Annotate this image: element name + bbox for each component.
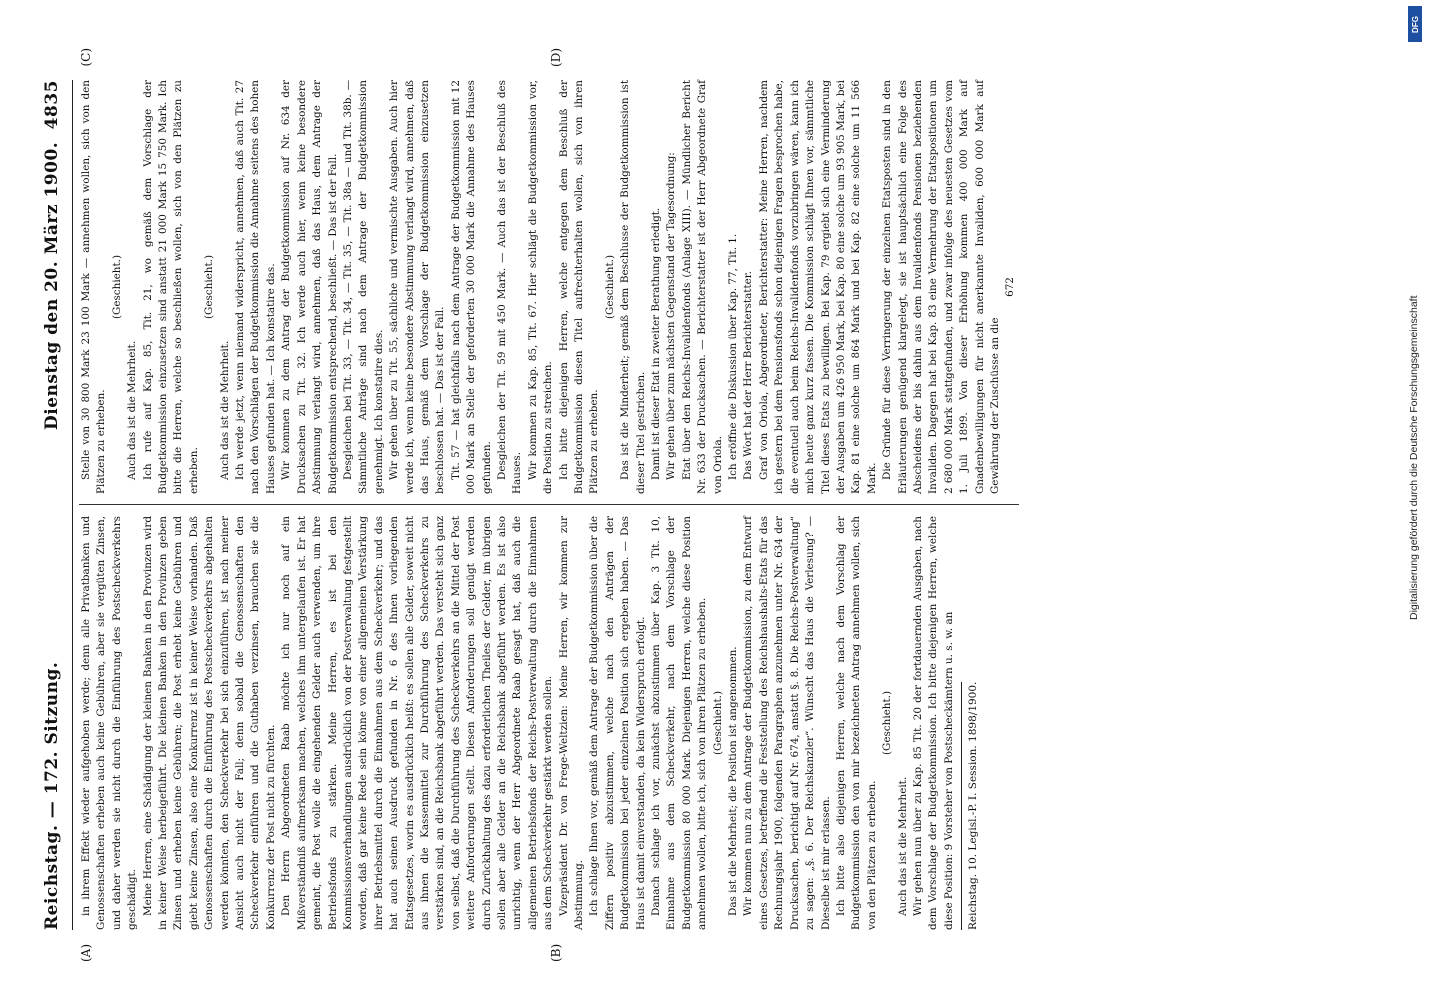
- right-column: [79, 80, 1019, 494]
- paragraph: Damit ist dieser Etat in zweiter Berathung erledigt.: [650, 207, 663, 480]
- paragraph: (Geschieht.): [881, 690, 894, 756]
- paragraph: (Geschieht.): [603, 254, 616, 320]
- paragraph: Meine Herren, eine Schädigung der kleinen Banken in den Provinzen wird in keiner Weise herbeigeführt. Die kleinen Banken in den Provinzen geben Zinsen und erheben keine Gebühren; die Post erhebt keine Gebühren und giebt keine Zinsen, also eine Konkurrenz ist in keiner Weise vorhanden. Daß Genossenschaften durch die Einführung des Postscheckverkehrs abgehalten werden könnten, den Scheckverkehr bei sich einzuführen, ist nach meiner Ansicht auch nicht der Fall; denn sobald die Genossenschaften den Scheckverkehr einführen und die Guthaben verzinsen, brauchen sie die Konkurrenz der Post nicht zu fürchten.: [141, 516, 277, 930]
- paragraph: Das Wort hat der Herr Berichterstatter.: [742, 271, 755, 480]
- paragraph: Graf von Oriola, Abgeordneter, Berichterstatter: Meine Herren, nachdem ich gestern bei dem Pensionsfonds schon diejenigen Fragen besprochen habe, die eventuell auch beim Reichs-Invalidenfonds vorzubringen wären, kann ich mich heute ganz kurz fassen. Die Kommission schlägt Ihnen vor, sämmtliche Titel dieses Etats zu bewilligen. Bei Kap. 79 ergiebt sich eine Verminderung der Ausgaben um 426 950 Mark, bei Kap. 80 eine solche um 93 905 Mark, bei Kap. 81 eine solche um 864 Mark und bei Kap. 82 eine solche um 11 566 Mark.: [757, 80, 878, 494]
- column-divider: [79, 504, 1019, 505]
- margin-letter-c: (C): [79, 48, 93, 67]
- paragraph: Ich eröffne die Diskussion über Kap. 77, Tit. 1.: [727, 233, 740, 480]
- paragraph: (Geschieht.): [110, 254, 123, 320]
- paragraph: Wir gehen über zum nächsten Gegenstand der Tagesordnung:: [665, 152, 678, 480]
- paragraph: Das ist die Mehrheit; die Position ist angenommen.: [727, 646, 740, 916]
- paragraph: Den Herrn Abgeordneten Raab möchte ich nur noch auf ein Mißverständniß aufmerksam machen, welches ihm untergelaufen ist. Er hat gemeint, die Post wolle die eingehenden Gelder auch verwenden, um ihre Betriebsfonds zu stärken. Meine Herren, es ist bei den Kommissionsverhandlungen ausdrücklich von der Postverwaltung festgestellt worden, daß gar keine Rede sein könne von einer allgemeinen Verstärkung ihrer Betriebsmittel durch die Einnahmen aus dem Scheckverkehr; und das hat auch seinen Ausdruck gefunden in Nr. 6 des Ihnen vorliegenden Etatsgesetzes, worin es ausdrücklich heißt: es sollen alle Gelder, soweit nicht aus ihnen die Kassenmittel zur Durchführung des Scheckverkehrs zu verstärken sind, an die Reichsbank abgeführt werden. Das versteht sich ganz von selbst, daß die Durchführung des Scheckverkehrs an die Mittel der Post weitere Anforderungen stellt. Diesen Anforderungen soll genügt werden durch Zurückhaltung des dazu erforderlichen Theiles der Gelder, im übrigen sollen aber alle Gelder an die Reichsbank abgeführt werden. Es ist also unrichtig, wenn der Herr Abgeordnete Raab gesagt hat, daß auch die allgemeinen Betriebsfonds der Reichs-Postverwaltung durch die Einnahmen aus dem Scheckverkehr gestärkt werden sollen.: [280, 516, 555, 930]
- paragraph: Tit. 57 — hat gleichfalls nach dem Antrage der Budgetkommission mit 12 000 Mark an Stelle der geforderten 30 000 Mark die Annahme des Hauses gefunden.: [449, 80, 493, 494]
- paragraph: Vizepräsident Dr. von Frege-Weltzien: Meine Herren, wir kommen zur Abstimmung.: [557, 516, 585, 930]
- paragraph: Das ist die Minderheit; gemäß dem Beschlusse der Budgetkommission ist dieser Titel gestrichen.: [619, 80, 647, 494]
- paragraph: Wir kommen zu Kap. 85, Tit. 67. Hier schlägt die Budgetkommission vor, die Position zu streichen.: [526, 80, 555, 494]
- left-column: [79, 516, 1019, 930]
- paragraph: Etat über den Reichs-Invalidenfonds (Anlage XIII). — Mündlicher Bericht Nr. 633 der Drucksachen. — Berichterstatter ist der Herr Abgeordnete Graf von Oriola.: [680, 80, 724, 494]
- margin-letter-b: (B): [549, 943, 563, 962]
- paragraph: Ich bitte also diejenigen Herren, welche nach dem Vorschlag der Budgetkommission den von mir bezeichneten Antrag annehmen wollen, sich von den Plätzen zu erheben.: [834, 516, 878, 930]
- paragraph: Auch das ist die Mehrheit.: [218, 340, 231, 480]
- paragraph: Stelle von 30 800 Mark 23 100 Mark — annehmen wollen, sich von den Plätzen zu erheben.: [80, 80, 108, 494]
- paragraph: Wir kommen nun zu dem Antrage der Budgetkommission, zu dem Entwurf eines Gesetzes, betreffend die Feststellung des Reichshaushalts-Etats für das Rechnungsjahr 1900, folgenden Paragraphen anzunehmen unter Nr. 634 der Drucksachen, berichtigt auf Nr. 674, anstatt §. 8. Die Reichs-Postverwaltung“ zu sagen: „§. 6. Der Reichskanzler“. Wünscht das Haus die Verlesung? — Dieselbe ist mir erlassen.: [742, 516, 832, 930]
- text-columns: [79, 40, 1019, 970]
- footnote: Reichstag. 10. Legisl.-P. I. Session. 1898/1900.: [967, 681, 980, 930]
- paragraph: Die Gründe für diese Verringerung der einzelnen Etatsposten sind in den Erläuterungen genügend klargelegt, sie ist hauptsächlich eine Folge des Abscheidens der bis dahin aus dem Invalidenfonds Pensionen beziehenden Invaliden. Dagegen hat bei Kap. 83 eine Vermehrung der Etatspositionen um 2 680 000 Mark stattgefunden, und zwar infolge des neuesten Gesetzes vom 1. Juli 1899. Von dieser Erhöhung kommen 400 000 Mark auf Gnadenbewilligungen für nicht anerkannte Invaliden, 600 000 Mark auf Gewährung der Zuschüsse an die: [881, 80, 1001, 494]
- paragraph: Ich werde jetzt, wenn niemand widerspricht, annehmen, daß auch Tit. 27 nach den Vorschlägen der Budgetkommission die Annahme seitens des hohen Hauses gefunden hat. — Ich konstatire das.: [234, 80, 277, 494]
- footnote-rule: [961, 682, 962, 930]
- signature-number: 672: [1004, 277, 1017, 297]
- paragraph: Ich rufe auf Kap. 85, Tit. 21, wo gemäß dem Vorschlage der Budgetkommission einzusetzen sind anstatt 21 000 Mark 15 750 Mark. Ich bitte die Herren, welche so beschließen wollen, sich von den Plätzen zu erheben.: [141, 80, 200, 494]
- digitization-credit: Digitalisierung gefördert durch die Deutsche Forschungsgemeinschaft: [1408, 295, 1420, 620]
- paragraph: Wir gehen nun über zu Kap. 85 Tit. 20 der fortdauernden Ausgaben, nach dem Vorschlage der Budgetkommission. Ich bitte diejenigen Herren, welche diese Position: 9 Vorsteher von Postscheckämtern u. s. w. an: [911, 516, 955, 930]
- page-number: 4835: [42, 80, 62, 130]
- paragraph: (Geschieht.): [203, 254, 216, 320]
- paragraph: in ihrem Effekt wieder aufgehoben werde; denn alle Privatbanken und Genossenschaften erheben auch keine Gebühren, aber sie vergüten Zinsen, und daher werden sie nicht durch die Einführung des Postscheckverkehrs geschädigt.: [80, 516, 139, 930]
- paragraph: Desgleichen der Tit. 59 mit 450 Mark. — Auch das ist der Beschluß des Hauses.: [495, 80, 524, 494]
- paragraph: Auch das ist die Mehrheit.: [896, 776, 909, 916]
- header-center: Dienstag den 20. März 1900.: [42, 141, 62, 430]
- paragraph: Ich schlage Ihnen vor, gemäß dem Antrage der Budgetkommission über die Ziffern positiv abzustimmen, welche nach den Anträgen der Budgetkommission bei jeder einzelnen Position sich ergeben haben. — Das Haus ist damit einverstanden, da kein Widerspruch erfolgt.: [588, 516, 647, 930]
- paragraph: Ich bitte diejenigen Herren, welche entgegen dem Beschluß der Budgetkommission diesen Titel aufrechterhalten wollen, sich von ihren Plätzen zu erheben.: [557, 80, 601, 494]
- digitization-sidebar: [1406, 0, 1432, 1000]
- header-left: Reichstag. — 172. Sitzung.: [42, 661, 62, 930]
- page-header: [42, 40, 68, 970]
- header-rule: [72, 80, 73, 930]
- paragraph: Wir kommen zu dem Antrag der Budgetkommission auf Nr. 634 der Drucksachen zu Tit. 32. Ich werde auch hier, wenn keine besondere Abstimmung verlangt wird, annehmen, daß das Haus, dem Antrage der Budgetkommission entsprechend, beschließt. — Das ist der Fall.: [280, 80, 339, 494]
- paragraph: Desgleichen bei Tit. 33, — Tit. 34, — Tit. 35, — Tit. 38a — und Tit. 38b. — Sämmtliche Anträge sind nach dem Antrage der Budgetkommission genehmigt. Ich konstatire dies.: [341, 80, 385, 494]
- paragraph: (Geschieht.): [711, 690, 724, 756]
- margin-letter-d: (D): [549, 48, 563, 67]
- margin-letter-a: (A): [79, 943, 93, 962]
- paragraph: Danach schlage ich vor, zunächst abzustimmen über Kap. 3 Tit. 10, Einnahme aus dem Scheckverkehr, nach dem Vorschlage der Budgetkommission 80 000 Mark. Diejenigen Herren, welche diese Position annehmen wollen, bitte ich, sich von ihren Plätzen zu erheben.: [650, 516, 709, 930]
- paragraph: Wir gehen über zu Tit. 55, sächliche und vermischte Ausgaben. Auch hier werde ich, wenn keine besondere Abstimmung verlangt wird, annehmen, daß das Haus, gemäß dem Vorschlage der Budgetkommission einzusetzen beschlossen hat. — Das ist der Fall.: [388, 80, 447, 494]
- paragraph: Auch das ist die Mehrheit.: [126, 340, 139, 480]
- dfg-logo: DFG: [1408, 6, 1422, 42]
